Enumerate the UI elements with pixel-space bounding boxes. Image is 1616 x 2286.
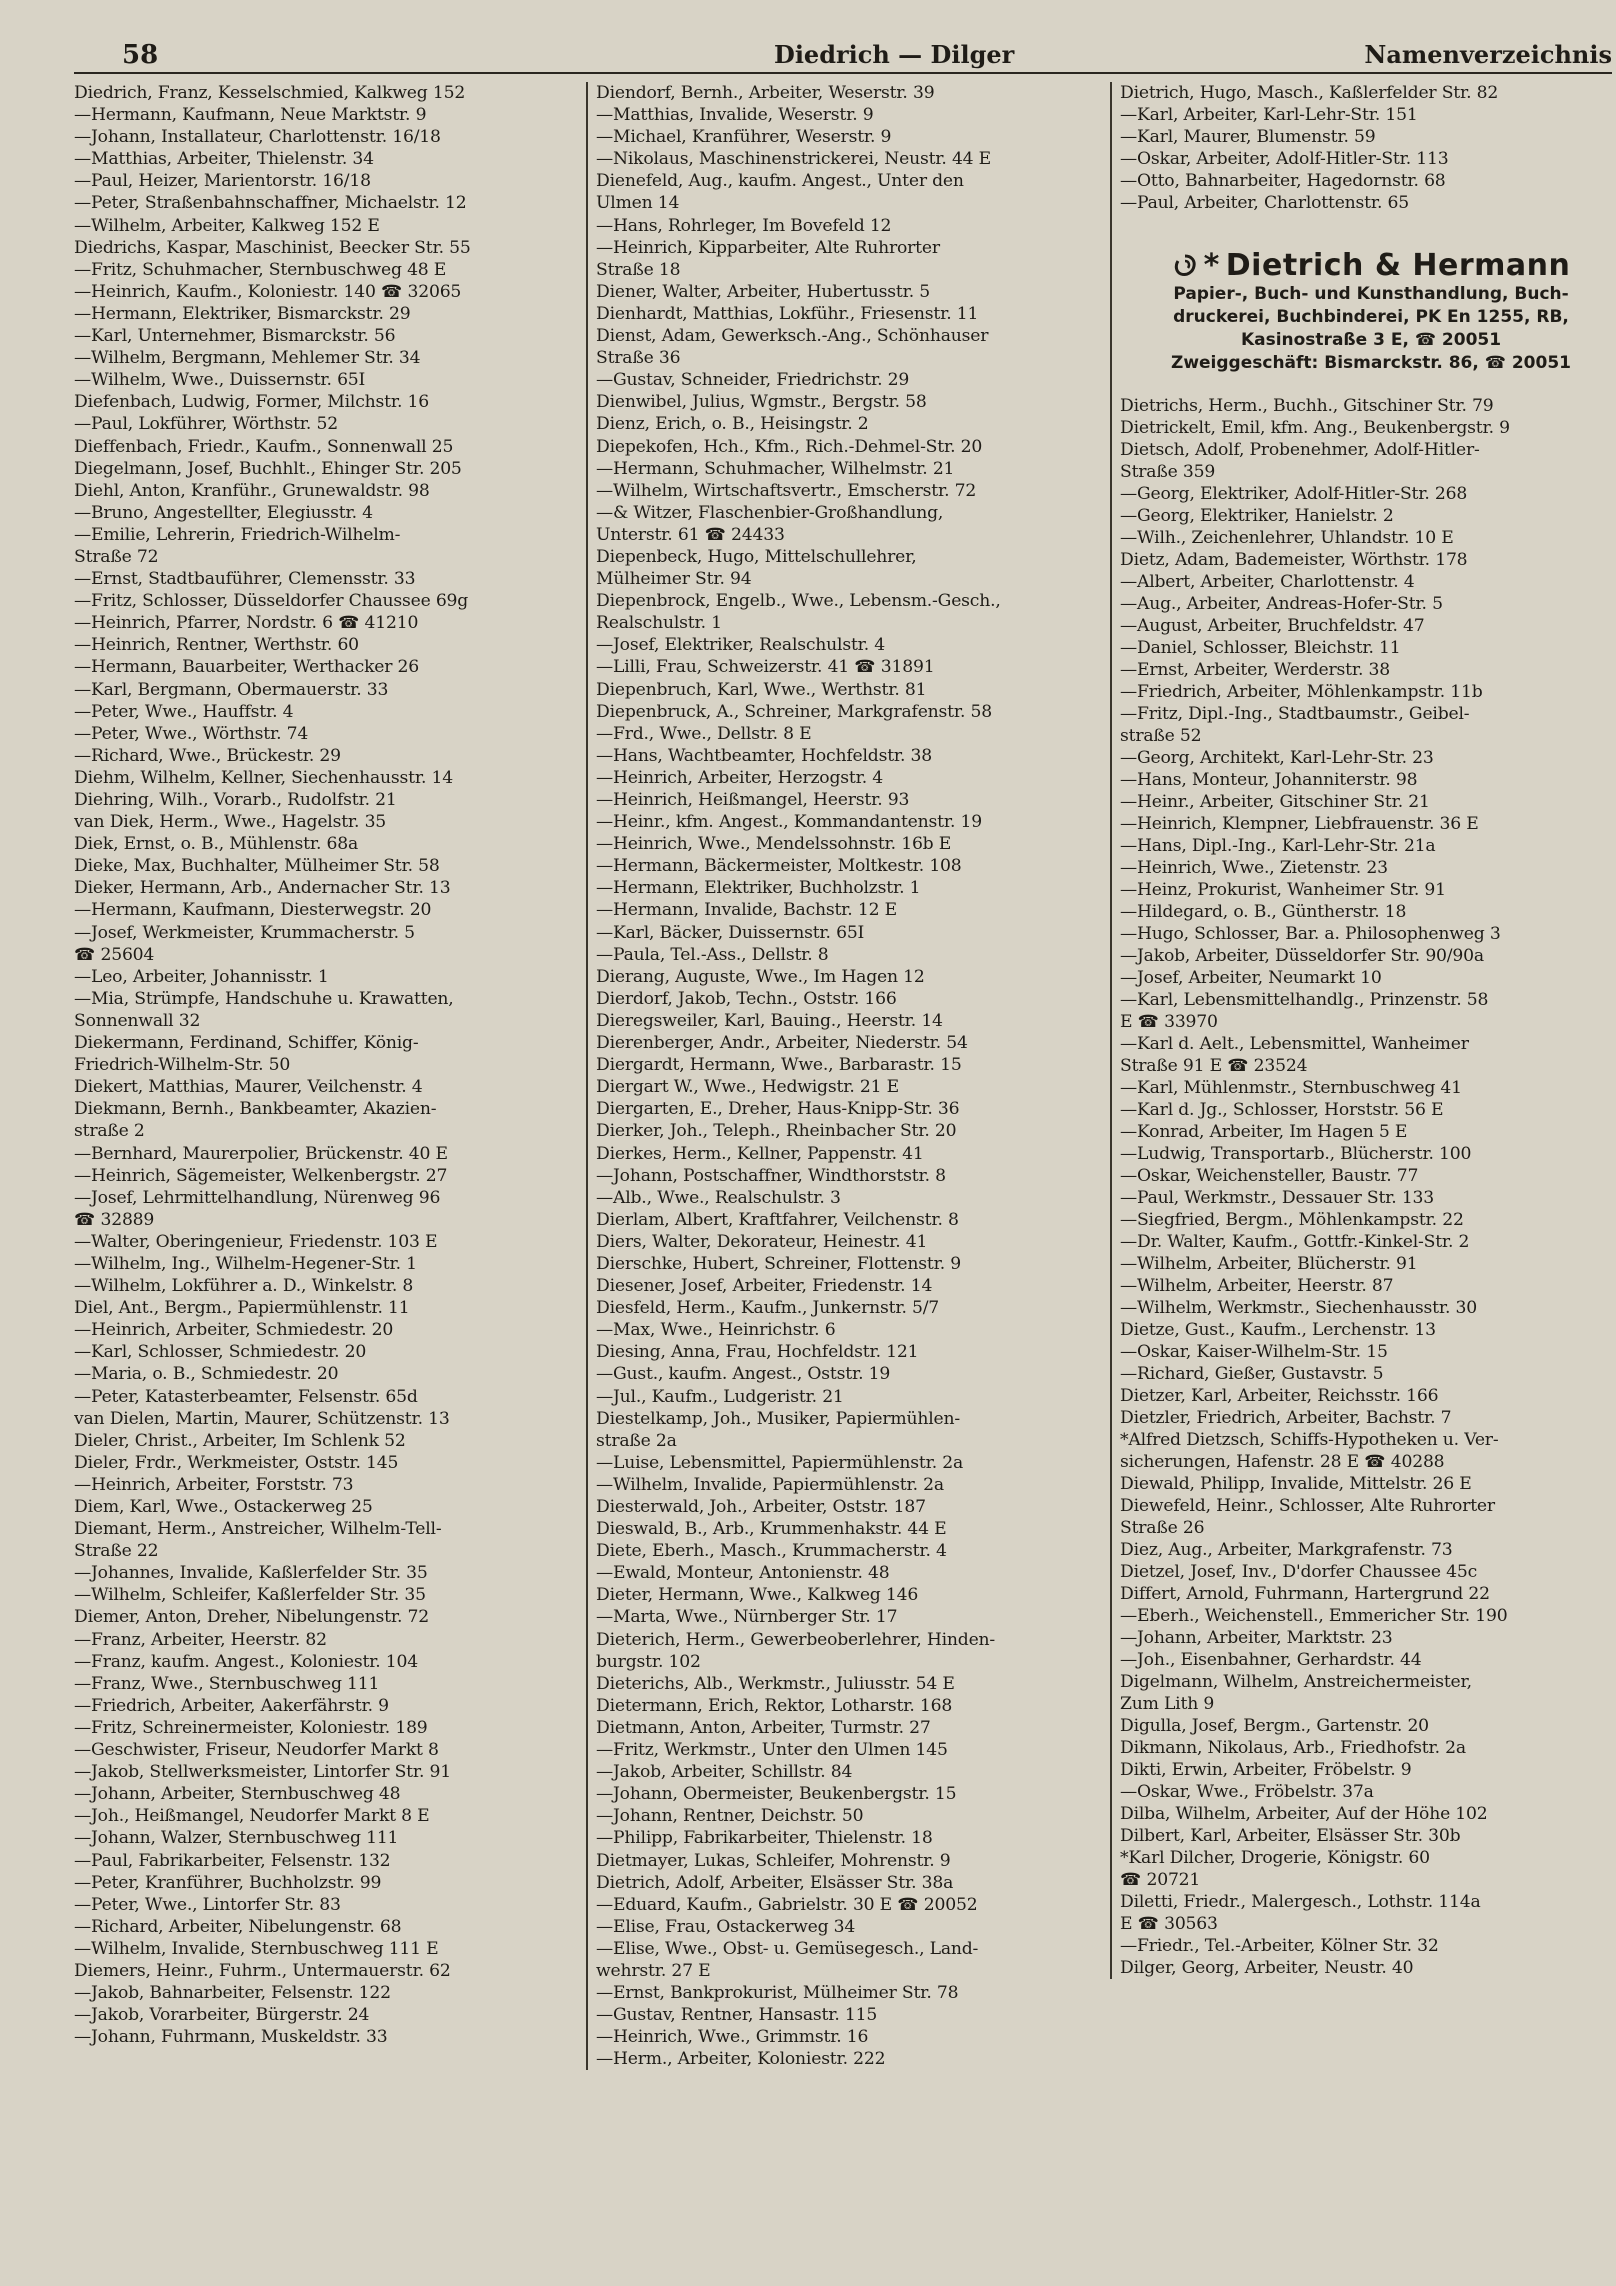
directory-entry: Dikmann, Nikolaus, Arb., Friedhofstr. 2a <box>1120 1738 1466 1758</box>
directory-entry: Dierker, Joh., Teleph., Rheinbacher Str. 20 <box>596 1121 957 1142</box>
directory-entry: van Dielen, Martin, Maurer, Schützenstr. 13 <box>74 1408 450 1429</box>
directory-entry: Dieswald, B., Arb., Krummenhakstr. 44 E <box>596 1519 947 1540</box>
directory-entry: —Karl, Lebensmittelhandlg., Prinzenstr. 58 <box>1120 990 1489 1010</box>
directory-entry: —Karl, Arbeiter, Karl-Lehr-Str. 151 <box>1120 105 1418 125</box>
directory-entry: Diers, Walter, Dekorateur, Heinestr. 41 <box>596 1231 928 1252</box>
directory-entry: straße 2 <box>74 1121 145 1142</box>
directory-entry: —Joh., Eisenbahner, Gerhardstr. 44 <box>1120 1650 1422 1670</box>
directory-entry: —Richard, Wwe., Brückestr. 29 <box>74 745 341 766</box>
directory-entry: Dierenberger, Andr., Arbeiter, Niederstr. 54 <box>596 1033 968 1054</box>
directory-entry: Dienst, Adam, Gewerksch.-Ang., Schönhauser <box>596 326 989 347</box>
directory-entry: —Heinrich, Kipparbeiter, Alte Ruhrorter <box>596 237 940 258</box>
directory-entry: —Karl, Bergmann, Obermauerstr. 33 <box>74 679 389 700</box>
column-3 <box>1110 82 1616 1979</box>
directory-entry: —Elise, Wwe., Obst- u. Gemüsegesch., Land- <box>596 1938 979 1959</box>
directory-entry: —Heinrich, Heißmangel, Heerstr. 93 <box>596 790 910 810</box>
directory-entry: Dietz, Adam, Bademeister, Wörthstr. 178 <box>1120 550 1468 570</box>
directory-entry: ☎ 25604 <box>74 944 155 965</box>
column-2 <box>586 82 1106 2070</box>
directory-entry: —Ernst, Bankprokurist, Mülheimer Str. 78 <box>596 1983 959 2004</box>
directory-entry: —Georg, Elektriker, Hanielstr. 2 <box>1120 506 1394 526</box>
directory-entry: Dieregsweiler, Karl, Bauing., Heerstr. 14 <box>596 1010 943 1031</box>
directory-entry: —Marta, Wwe., Nürnberger Str. 17 <box>596 1607 898 1628</box>
directory-entry: —Josef, Arbeiter, Neumarkt 10 <box>1120 968 1382 988</box>
advert-line-2: druckerei, Buchbinderei, PK En 1255, RB, <box>1173 307 1569 327</box>
directory-entry: —Hans, Monteur, Johanniterstr. 98 <box>1120 770 1418 790</box>
directory-entry: —Daniel, Schlosser, Bleichstr. 11 <box>1120 638 1401 658</box>
directory-entry: —Franz, Wwe., Sternbuschweg 111 <box>74 1673 380 1694</box>
directory-entry: Diel, Ant., Bergm., Papiermühlenstr. 11 <box>74 1298 410 1319</box>
directory-entry: Dieler, Frdr., Werkmeister, Oststr. 145 <box>74 1452 399 1473</box>
directory-entry: —Georg, Elektriker, Adolf-Hitler-Str. 268 <box>1120 484 1468 504</box>
directory-entry: *Alfred Dietzsch, Schiffs-Hypotheken u. Ver- <box>1120 1430 1499 1450</box>
directory-entry: —Heinrich, Wwe., Mendelssohnstr. 16b E <box>596 834 952 855</box>
advert-firm-line <box>1120 248 1616 283</box>
directory-entry: —Max, Wwe., Heinrichstr. 6 <box>596 1320 836 1341</box>
directory-entry: Dierschke, Hubert, Schreiner, Flottenstr. 9 <box>596 1253 961 1274</box>
directory-entry: —Wilhelm, Arbeiter, Blücherstr. 91 <box>1120 1254 1418 1274</box>
directory-entry: —Karl d. Aelt., Lebensmittel, Wanheimer <box>1120 1034 1469 1054</box>
directory-entry: Diepenbeck, Hugo, Mittelschullehrer, <box>596 546 917 567</box>
directory-entry: Dienz, Erich, o. B., Heisingstr. 2 <box>596 414 869 435</box>
directory-entry: —Bruno, Angestellter, Elegiusstr. 4 <box>74 502 373 523</box>
directory-entry: —Michael, Kranführer, Weserstr. 9 <box>596 127 892 148</box>
directory-entry: —Friedrich, Arbeiter, Aakerfährstr. 9 <box>74 1695 389 1716</box>
directory-entry: —Matthias, Arbeiter, Thielenstr. 34 <box>74 149 374 170</box>
directory-entry: —Jul., Kaufm., Ludgeristr. 21 <box>596 1386 844 1407</box>
directory-entry: straße 2a <box>596 1430 677 1451</box>
directory-entry: Dierlam, Albert, Kraftfahrer, Veilchenstr. 8 <box>596 1209 959 1230</box>
directory-entry: —Heinrich, Arbeiter, Forststr. 73 <box>74 1474 354 1495</box>
section-title: Namenverzeichnis <box>1364 40 1612 69</box>
directory-entry: —Heinr., kfm. Angest., Kommandantenstr. 19 <box>596 812 982 833</box>
directory-entry: —Peter, Straßenbahnschaffner, Michaelstr. 12 <box>74 193 467 214</box>
directory-entry: Diemers, Heinr., Fuhrm., Untermauerstr. 62 <box>74 1960 451 1981</box>
directory-entry: —Richard, Arbeiter, Nibelungenstr. 68 <box>74 1916 402 1937</box>
directory-entry: Diletti, Friedr., Malergesch., Lothstr. 114a <box>1120 1892 1481 1912</box>
page-number: 58 <box>122 40 159 70</box>
directory-entry: —Johannes, Invalide, Kaßlerfelder Str. 35 <box>74 1563 428 1584</box>
directory-entry: Diemant, Herm., Anstreicher, Wilhelm-Tell- <box>74 1519 442 1540</box>
directory-entry: Diesener, Josef, Arbeiter, Friedenstr. 14 <box>596 1276 933 1297</box>
directory-entry: Dietermann, Erich, Rektor, Lotharstr. 168 <box>596 1695 953 1716</box>
directory-entry: —Hermann, Invalide, Bachstr. 12 E <box>596 900 897 921</box>
directory-entry: Diemer, Anton, Dreher, Nibelungenstr. 72 <box>74 1607 430 1628</box>
directory-entry: Dietmann, Anton, Arbeiter, Turmstr. 27 <box>596 1717 931 1738</box>
directory-entry: —Leo, Arbeiter, Johannisstr. 1 <box>74 966 329 987</box>
directory-entry: Diedrich, Franz, Kesselschmied, Kalkweg 152 <box>74 83 466 103</box>
directory-entry: —Franz, kaufm. Angest., Koloniestr. 104 <box>74 1651 419 1672</box>
directory-entry: Dilba, Wilhelm, Arbeiter, Auf der Höhe 102 <box>1120 1804 1488 1824</box>
directory-entry: Dietzel, Josef, Inv., D'dorfer Chaussee 45c <box>1120 1562 1477 1582</box>
directory-entry: —Heinrich, Arbeiter, Schmiedestr. 20 <box>74 1320 394 1341</box>
directory-entry: —Fritz, Dipl.-Ing., Stadtbaumstr., Geibel- <box>1120 704 1470 724</box>
directory-entry: —Fritz, Werkmstr., Unter den Ulmen 145 <box>596 1740 948 1761</box>
directory-entry: —Wilhelm, Wwe., Duissernstr. 65I <box>74 370 366 391</box>
directory-entry: —Ludwig, Transportarb., Blücherstr. 100 <box>1120 1144 1472 1164</box>
directory-entry: —Ernst, Arbeiter, Werderstr. 38 <box>1120 660 1390 680</box>
directory-entry: —Peter, Wwe., Wörthstr. 74 <box>74 723 309 744</box>
directory-entry: straße 52 <box>1120 726 1202 746</box>
directory-entry: Diepenbruch, Karl, Wwe., Werthstr. 81 <box>596 679 927 700</box>
directory-entry: —Dr. Walter, Kaufm., Gottfr.-Kinkel-Str. 2 <box>1120 1232 1470 1252</box>
advert-line-3: Kasinostraße 3 E, ☎ 20051 <box>1240 330 1502 350</box>
directory-entry: Dieterichs, Alb., Werkmstr., Juliusstr. 54 E <box>596 1673 955 1694</box>
directory-entry: —Franz, Arbeiter, Heerstr. 82 <box>74 1629 327 1650</box>
directory-entry: Diergarten, E., Dreher, Haus-Knipp-Str. 36 <box>596 1099 960 1120</box>
directory-entry: —Philipp, Fabrikarbeiter, Thielenstr. 18 <box>596 1828 933 1849</box>
directory-entry: —Herm., Arbeiter, Koloniestr. 222 <box>596 2049 886 2070</box>
directory-entry: —Oskar, Kaiser-Wilhelm-Str. 15 <box>1120 1342 1388 1362</box>
directory-entry: Dietsch, Adolf, Probenehmer, Adolf-Hitler- <box>1120 440 1480 460</box>
directory-entry: Straße 72 <box>74 546 159 567</box>
directory-entry: —Paul, Arbeiter, Charlottenstr. 65 <box>1120 193 1409 213</box>
directory-entry: Dienhardt, Matthias, Lokführ., Friesenstr. 11 <box>596 303 979 324</box>
directory-entry: Dierdorf, Jakob, Techn., Oststr. 166 <box>596 988 897 1009</box>
directory-entry: —Jakob, Arbeiter, Düsseldorfer Str. 90/90a <box>1120 946 1484 966</box>
directory-entry: Diesfeld, Herm., Kaufm., Junkernstr. 5/7 <box>596 1298 940 1319</box>
directory-entry: Dieler, Christ., Arbeiter, Im Schlenk 52 <box>74 1430 406 1451</box>
directory-entry: Dieker, Hermann, Arb., Andernacher Str. 13 <box>74 878 451 899</box>
directory-entry: —Jakob, Arbeiter, Schillstr. 84 <box>596 1762 853 1783</box>
directory-entry: van Diek, Herm., Wwe., Hagelstr. 35 <box>74 812 387 833</box>
directory-entry: Digulla, Josef, Bergm., Gartenstr. 20 <box>1120 1716 1429 1736</box>
directory-entry: —Wilhelm, Bergmann, Mehlemer Str. 34 <box>74 348 421 369</box>
directory-entry: —Gustav, Rentner, Hansastr. 115 <box>596 2005 878 2026</box>
directory-entry: Diesterwald, Joh., Arbeiter, Oststr. 187 <box>596 1497 926 1517</box>
directory-entry: —Peter, Wwe., Hauffstr. 4 <box>74 701 294 722</box>
directory-entry: Diez, Aug., Arbeiter, Markgrafenstr. 73 <box>1120 1540 1453 1560</box>
directory-entry: Diesing, Anna, Frau, Hochfeldstr. 121 <box>596 1342 919 1363</box>
directory-entry: —Friedrich, Arbeiter, Möhlenkampstr. 11b <box>1120 682 1483 702</box>
directory-entry: —Karl, Schlosser, Schmiedestr. 20 <box>74 1342 367 1363</box>
directory-entry: —Josef, Werkmeister, Krummacherstr. 5 <box>74 922 415 943</box>
directory-entry: Diener, Walter, Arbeiter, Hubertusstr. 5 <box>596 281 930 302</box>
directory-entry: —Hermann, Bauarbeiter, Werthacker 26 <box>74 657 420 678</box>
directory-entry: Straße 22 <box>74 1541 159 1562</box>
directory-entry: Diepenbruck, A., Schreiner, Markgrafenstr. 58 <box>596 701 992 722</box>
directory-entry: —Heinr., Arbeiter, Gitschiner Str. 21 <box>1120 792 1430 812</box>
directory-entry: —Paul, Heizer, Marientorstr. 16/18 <box>74 171 371 192</box>
directory-entry: wehrstr. 27 E <box>596 1960 711 1981</box>
directory-entry: —Fritz, Schreinermeister, Koloniestr. 189 <box>74 1717 428 1738</box>
directory-entry: Dietrichs, Herm., Buchh., Gitschiner Str. 79 <box>1120 396 1494 416</box>
directory-entry: —Wilhelm, Wirtschaftsvertr., Emscherstr. 72 <box>596 480 977 501</box>
advert-firm-name: Dietrich & Hermann <box>1225 248 1571 283</box>
directory-entry: Diestelkamp, Joh., Musiker, Papiermühlen- <box>596 1408 960 1429</box>
directory-entry: Ulmen 14 <box>596 193 680 214</box>
directory-entry: Diekert, Matthias, Maurer, Veilchenstr. 4 <box>74 1077 423 1098</box>
directory-entry: —Heinrich, Kaufm., Koloniestr. 140 ☎ 32065 <box>74 281 462 302</box>
directory-entry: —Peter, Kranführer, Buchholzstr. 99 <box>74 1872 382 1893</box>
directory-entry: —Wilhelm, Invalide, Papiermühlenstr. 2a <box>596 1474 944 1495</box>
directory-entry: Diendorf, Bernh., Arbeiter, Weserstr. 39 <box>596 83 935 103</box>
directory-entry: —Hermann, Schuhmacher, Wilhelmstr. 21 <box>596 458 955 479</box>
directory-entry: —Oskar, Weichensteller, Baustr. 77 <box>1120 1166 1419 1186</box>
directory-entry: —Heinrich, Pfarrer, Nordstr. 6 ☎ 41210 <box>74 613 419 634</box>
directory-entry: —Hans, Wachtbeamter, Hochfeldstr. 38 <box>596 745 933 766</box>
directory-entry: —Fritz, Schlosser, Düsseldorfer Chaussee 69g <box>74 591 469 612</box>
directory-entry: —Eduard, Kaufm., Gabrielstr. 30 E ☎ 20052 <box>596 1894 978 1915</box>
advert-mark: * <box>1203 248 1220 283</box>
directory-entry: —Heinrich, Wwe., Zietenstr. 23 <box>1120 858 1388 878</box>
directory-entry: —Karl, Bäcker, Duissernstr. 65I <box>596 922 865 943</box>
directory-entry: —Hans, Rohrleger, Im Bovefeld 12 <box>596 215 892 236</box>
directory-entry: —Hermann, Kaufmann, Diesterwegstr. 20 <box>74 900 432 921</box>
directory-entry: Diepekofen, Hch., Kfm., Rich.-Dehmel-Str. 20 <box>596 436 983 457</box>
directory-entry: —Matthias, Invalide, Weserstr. 9 <box>596 105 874 126</box>
firm-logo-icon <box>1172 253 1198 279</box>
directory-entry: Diehring, Wilh., Vorarb., Rudolfstr. 21 <box>74 790 397 810</box>
directory-entry: Diehm, Wilhelm, Kellner, Siechenhausstr. 14 <box>74 767 453 788</box>
directory-entry: Diekmann, Bernh., Bankbeamter, Akazien- <box>74 1099 437 1120</box>
directory-entry: —Peter, Wwe., Lintorfer Str. 83 <box>74 1894 341 1915</box>
directory-entry: Dietrickelt, Emil, kfm. Ang., Beukenbergstr. 9 <box>1120 418 1510 438</box>
advert-line-1: Papier-, Buch- und Kunsthandlung, Buch- <box>1173 284 1569 304</box>
directory-entry: —Eberh., Weichenstell., Emmericher Str. 190 <box>1120 1606 1508 1626</box>
directory-entry: —Fritz, Schuhmacher, Sternbuschweg 48 E <box>74 259 447 280</box>
directory-entry: —Hildegard, o. B., Güntherstr. 18 <box>1120 902 1407 922</box>
directory-entry: —Bernhard, Maurerpolier, Brückenstr. 40 E <box>74 1143 448 1164</box>
directory-entry: —Walter, Oberingenieur, Friedenstr. 103 E <box>74 1231 438 1252</box>
directory-entry: —Oskar, Wwe., Fröbelstr. 37a <box>1120 1782 1374 1802</box>
directory-entry: Sonnenwall 32 <box>74 1010 201 1031</box>
directory-entry: Straße 18 <box>596 259 681 280</box>
directory-entry: Dietzer, Karl, Arbeiter, Reichsstr. 166 <box>1120 1386 1439 1406</box>
directory-entry: —Heinrich, Klempner, Liebfrauenstr. 36 E <box>1120 814 1479 834</box>
directory-entry: Dietrich, Adolf, Arbeiter, Elsässer Str. 38a <box>596 1872 954 1893</box>
directory-entry: —Lilli, Frau, Schweizerstr. 41 ☎ 31891 <box>596 657 935 678</box>
directory-entry: Dietzler, Friedrich, Arbeiter, Bachstr. 7 <box>1120 1408 1452 1428</box>
page-header <box>74 28 1612 74</box>
directory-entry: —Johann, Installateur, Charlottenstr. 16/18 <box>74 127 441 148</box>
directory-entry: Diepenbrock, Engelb., Wwe., Lebensm.-Gesch., <box>596 591 1001 612</box>
directory-entry: E ☎ 30563 <box>1120 1914 1218 1934</box>
directory-entry: —Johann, Arbeiter, Sternbuschweg 48 <box>74 1784 401 1805</box>
directory-entry: Dietmayer, Lukas, Schleifer, Mohrenstr. 9 <box>596 1850 951 1871</box>
directory-entry: Dieke, Max, Buchhalter, Mülheimer Str. 58 <box>74 856 440 877</box>
advert-line-4: Zweiggeschäft: Bismarckstr. 86, ☎ 20051 <box>1171 353 1571 373</box>
directory-entry: —Ewald, Monteur, Antonienstr. 48 <box>596 1563 890 1584</box>
directory-entry: —Gustav, Schneider, Friedrichstr. 29 <box>596 370 910 391</box>
directory-entry: —Wilhelm, Werkmstr., Siechenhausstr. 30 <box>1120 1298 1477 1318</box>
directory-entry: Diefenbach, Ludwig, Former, Milchstr. 16 <box>74 392 429 413</box>
directory-entry: —Konrad, Arbeiter, Im Hagen 5 E <box>1120 1122 1408 1142</box>
directory-entry: Dietze, Gust., Kaufm., Lerchenstr. 13 <box>1120 1320 1436 1340</box>
directory-entry: Friedrich-Wilhelm-Str. 50 <box>74 1055 291 1076</box>
directory-entry: —Johann, Obermeister, Beukenbergstr. 15 <box>596 1784 957 1805</box>
directory-entry: Diegelmann, Josef, Buchhlt., Ehinger Str. 205 <box>74 458 462 479</box>
directory-entry: —Oskar, Arbeiter, Adolf-Hitler-Str. 113 <box>1120 149 1449 169</box>
directory-entry: —Paul, Lokführer, Wörthstr. 52 <box>74 414 338 435</box>
directory-entry: Realschulstr. 1 <box>596 613 722 634</box>
directory-entry: —Heinrich, Rentner, Werthstr. 60 <box>74 635 359 656</box>
directory-entry: —Wilh., Zeichenlehrer, Uhlandstr. 10 E <box>1120 528 1454 548</box>
directory-entry: —Alb., Wwe., Realschulstr. 3 <box>596 1187 841 1208</box>
directory-entry: —Heinrich, Sägemeister, Welkenbergstr. 27 <box>74 1165 448 1186</box>
directory-entry: —Johann, Fuhrmann, Muskeldstr. 33 <box>74 2027 388 2048</box>
directory-entry: —Johann, Postschaffner, Windthorststr. 8 <box>596 1165 946 1186</box>
directory-entry: Dienefeld, Aug., kaufm. Angest., Unter den <box>596 171 964 192</box>
directory-entry: —Wilhelm, Invalide, Sternbuschweg 111 E <box>74 1938 439 1959</box>
directory-entry: —Peter, Katasterbeamter, Felsenstr. 65d <box>74 1386 418 1407</box>
directory-entry: —Josef, Elektriker, Realschulstr. 4 <box>596 635 886 656</box>
directory-entry: *Karl Dilcher, Drogerie, Königstr. 60 <box>1120 1848 1430 1868</box>
directory-entry: Zum Lith 9 <box>1120 1694 1215 1714</box>
directory-entry: —Aug., Arbeiter, Andreas-Hofer-Str. 5 <box>1120 594 1443 614</box>
directory-entry: —& Witzer, Flaschenbier-Großhandlung, <box>596 502 944 523</box>
columns <box>74 82 1614 2282</box>
directory-entry: sicherungen, Hafenstr. 28 E ☎ 40288 <box>1120 1452 1445 1472</box>
directory-entry: —Joh., Heißmangel, Neudorfer Markt 8 E <box>74 1806 430 1827</box>
directory-entry: —Geschwister, Friseur, Neudorfer Markt 8 <box>74 1740 439 1761</box>
directory-entry: Straße 36 <box>596 348 681 369</box>
directory-entry: —Paul, Fabrikarbeiter, Felsenstr. 132 <box>74 1850 391 1871</box>
directory-entry: —Otto, Bahnarbeiter, Hagedornstr. 68 <box>1120 171 1446 191</box>
directory-entry: Diem, Karl, Wwe., Ostackerweg 25 <box>74 1497 373 1517</box>
directory-entry: Digelmann, Wilhelm, Anstreichermeister, <box>1120 1672 1472 1692</box>
directory-entry: Dietrich, Hugo, Masch., Kaßlerfelder Str. 82 <box>1120 83 1499 103</box>
directory-entry: —Albert, Arbeiter, Charlottenstr. 4 <box>1120 572 1415 592</box>
directory-entry: —Frd., Wwe., Dellstr. 8 E <box>596 723 812 744</box>
directory-entry: —Wilhelm, Lokführer a. D., Winkelstr. 8 <box>74 1276 414 1297</box>
directory-entry: —Jakob, Bahnarbeiter, Felsenstr. 122 <box>74 1983 391 2004</box>
directory-entry: —Mia, Strümpfe, Handschuhe u. Krawatten, <box>74 988 454 1009</box>
column-3-entries <box>1120 395 1616 1979</box>
directory-entry: Mülheimer Str. 94 <box>596 569 752 590</box>
directory-entry: —Hermann, Bäckermeister, Moltkestr. 108 <box>596 856 962 877</box>
directory-entry: Diedrichs, Kaspar, Maschinist, Beecker Str. 55 <box>74 237 471 258</box>
directory-entry: —Wilhelm, Arbeiter, Kalkweg 152 E <box>74 215 380 236</box>
directory-entry: Dikti, Erwin, Arbeiter, Fröbelstr. 9 <box>1120 1760 1412 1780</box>
directory-entry: —Luise, Lebensmittel, Papiermühlenstr. 2a <box>596 1452 964 1473</box>
directory-entry: —Josef, Lehrmittelhandlung, Nürenweg 96 <box>74 1187 441 1208</box>
directory-entry: —Wilhelm, Schleifer, Kaßlerfelder Str. 35 <box>74 1585 426 1606</box>
directory-entry: Diehl, Anton, Kranführ., Grunewaldstr. 98 <box>74 480 430 501</box>
directory-entry: —Karl, Mühlenmstr., Sternbuschweg 41 <box>1120 1078 1462 1098</box>
directory-entry: Diergart W., Wwe., Hedwigstr. 21 E <box>596 1077 899 1098</box>
directory-entry: —Georg, Architekt, Karl-Lehr-Str. 23 <box>1120 748 1434 768</box>
directory-entry: E ☎ 33970 <box>1120 1012 1218 1032</box>
advertisement <box>1120 248 1616 375</box>
directory-entry: —Hermann, Kaufmann, Neue Marktstr. 9 <box>74 105 427 126</box>
directory-entry: —Jakob, Stellwerksmeister, Lintorfer Str. 91 <box>74 1762 451 1783</box>
directory-entry: Straße 359 <box>1120 462 1216 482</box>
directory-entry: Dieterich, Herm., Gewerbeoberlehrer, Hinden- <box>596 1629 996 1650</box>
directory-entry: Diete, Eberh., Masch., Krummacherstr. 4 <box>596 1541 947 1562</box>
directory-entry: —Emilie, Lehrerin, Friedrich-Wilhelm- <box>74 524 401 545</box>
directory-entry: —Maria, o. B., Schmiedestr. 20 <box>74 1364 339 1385</box>
column-3-top-entries <box>1120 82 1616 214</box>
directory-entry: —Jakob, Vorarbeiter, Bürgerstr. 24 <box>74 2005 370 2026</box>
directory-entry: —Wilhelm, Arbeiter, Heerstr. 87 <box>1120 1276 1394 1296</box>
directory-entry: Diergardt, Hermann, Wwe., Barbarastr. 15 <box>596 1055 962 1076</box>
directory-entry: —Hugo, Schlosser, Bar. a. Philosophenweg 3 <box>1120 924 1501 944</box>
directory-entry: ☎ 32889 <box>74 1209 155 1230</box>
directory-entry: —Wilhelm, Ing., Wilhelm-Hegener-Str. 1 <box>74 1253 417 1274</box>
directory-entry: —Paula, Tel.-Ass., Dellstr. 8 <box>596 944 829 965</box>
directory-entry: —Elise, Frau, Ostackerweg 34 <box>596 1916 856 1937</box>
column-1 <box>74 82 582 2048</box>
directory-entry: —Hermann, Elektriker, Bismarckstr. 29 <box>74 303 411 324</box>
directory-entry: ☎ 20721 <box>1120 1870 1201 1890</box>
directory-entry: —Karl, Unternehmer, Bismarckstr. 56 <box>74 326 396 347</box>
directory-entry: —Karl, Maurer, Blumenstr. 59 <box>1120 127 1376 147</box>
directory-entry: —Friedr., Tel.-Arbeiter, Kölner Str. 32 <box>1120 1936 1439 1956</box>
directory-entry: Dierkes, Herm., Kellner, Pappenstr. 41 <box>596 1143 924 1164</box>
directory-entry: Unterstr. 61 ☎ 24433 <box>596 524 785 545</box>
directory-entry: Straße 91 E ☎ 23524 <box>1120 1056 1308 1076</box>
directory-entry: —Johann, Arbeiter, Marktstr. 23 <box>1120 1628 1393 1648</box>
directory-entry: —Heinrich, Arbeiter, Herzogstr. 4 <box>596 767 883 788</box>
directory-entry: Dienwibel, Julius, Wgmstr., Bergstr. 58 <box>596 392 927 413</box>
directory-entry: —Hans, Dipl.-Ing., Karl-Lehr-Str. 21a <box>1120 836 1436 856</box>
directory-entry: —Hermann, Elektriker, Buchholzstr. 1 <box>596 878 921 899</box>
directory-entry: Dieter, Hermann, Wwe., Kalkweg 146 <box>596 1585 919 1606</box>
directory-entry: —Ernst, Stadtbauführer, Clemensstr. 33 <box>74 569 416 590</box>
directory-entry: —Gust., kaufm. Angest., Oststr. 19 <box>596 1364 891 1385</box>
running-title: Diedrich — Dilger <box>774 40 1015 69</box>
directory-entry: Diekermann, Ferdinand, Schiffer, König- <box>74 1033 419 1054</box>
directory-entry: Dilbert, Karl, Arbeiter, Elsässer Str. 30b <box>1120 1826 1461 1846</box>
directory-entry: Diewefeld, Heinr., Schlosser, Alte Ruhrorter <box>1120 1496 1495 1516</box>
directory-entry: —Heinz, Prokurist, Wanheimer Str. 91 <box>1120 880 1446 900</box>
directory-entry: —Richard, Gießer, Gustavstr. 5 <box>1120 1364 1384 1384</box>
directory-entry: —Siegfried, Bergm., Möhlenkampstr. 22 <box>1120 1210 1464 1230</box>
directory-entry: burgstr. 102 <box>596 1651 701 1672</box>
directory-entry: Dieffenbach, Friedr., Kaufm., Sonnenwall 25 <box>74 436 454 457</box>
directory-entry: Dilger, Georg, Arbeiter, Neustr. 40 <box>1120 1958 1414 1978</box>
directory-entry: —Johann, Walzer, Sternbuschweg 111 <box>74 1828 399 1849</box>
directory-entry: Straße 26 <box>1120 1518 1205 1538</box>
directory-entry: Diek, Ernst, o. B., Mühlenstr. 68a <box>74 834 359 855</box>
directory-entry: Diewald, Philipp, Invalide, Mittelstr. 26 E <box>1120 1474 1472 1494</box>
directory-entry: —August, Arbeiter, Bruchfeldstr. 47 <box>1120 616 1425 636</box>
directory-entry: —Nikolaus, Maschinenstrickerei, Neustr. 44 E <box>596 149 992 170</box>
directory-entry: —Paul, Werkmstr., Dessauer Str. 133 <box>1120 1188 1435 1208</box>
directory-entry: Differt, Arnold, Fuhrmann, Hartergrund 22 <box>1120 1584 1490 1604</box>
directory-entry: —Johann, Rentner, Deichstr. 50 <box>596 1806 864 1827</box>
directory-entry: —Heinrich, Wwe., Grimmstr. 16 <box>596 2027 869 2048</box>
directory-entry: Dierang, Auguste, Wwe., Im Hagen 12 <box>596 966 925 987</box>
directory-entry: —Karl d. Jg., Schlosser, Horststr. 56 E <box>1120 1100 1444 1120</box>
